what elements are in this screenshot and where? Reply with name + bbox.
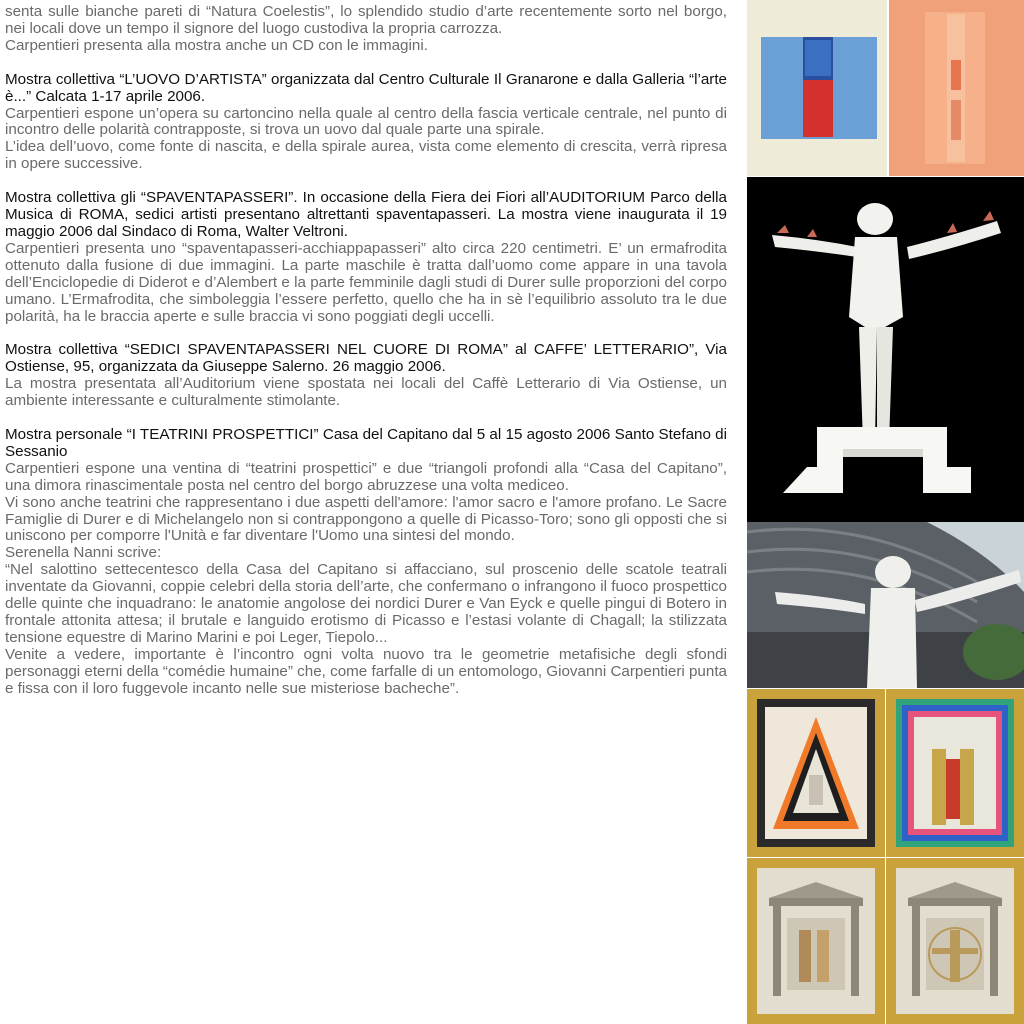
body-paragraph: Serenella Nanni scrive: xyxy=(5,544,162,562)
paragraph-gap xyxy=(5,173,727,190)
painting-orange-strip xyxy=(889,0,1024,176)
paragraph-gap xyxy=(5,55,727,72)
body-paragraph: senta sulle bianche pareti di “Natura Coelestis”, lo splendido studio d’arte recentemente sorto nel borgo, nei locali dove un tempo il signore del luogo custodiva la propria carrozza. xyxy=(5,3,727,37)
body-paragraph: L’idea dell’uovo, come fonte di nascita, e della spirale aurea, vista come elemento di crescita, verrà ripresa in opere successive. xyxy=(5,138,727,173)
scarecrow-auditorium-photo xyxy=(747,522,1024,688)
teatrino-colored-frame xyxy=(886,689,1024,857)
teatrino-triangle-frame xyxy=(747,689,885,857)
body-paragraph: Carpentieri presenta uno “spaventapasseri-acchiappapasseri” alto circa 220 centimetri. E’ un ermafrodita ottenuto dalla fusione di due immagini. La parte maschile è tratta dall’uomo come appare in una tavola dell’Enciclopedie di Diderot e d’Alembert e la parte femminile dagli studi di Durer sulle proporzioni del corpo umano. L’Ermafrodita, che simboleggia l’essere perfetto, quello che ha in sè l’equilibrio assoluto tra le due polarità, ha le braccia aperte e sulle braccia vi sono poggiati degli uccelli. xyxy=(5,239,727,325)
exhibition-heading: Mostra collettiva “SEDICI SPAVENTAPASSERI NEL CUORE DI ROMA” al CAFFE’ LETTERARIO”, Via Ostiense, 95, organizzata da Giuseppe Salerno. 26 maggio 2006. xyxy=(5,341,727,376)
image-column xyxy=(747,0,1024,1024)
painting-blue-red-egg xyxy=(747,0,887,176)
teatrino-classical-frame-right xyxy=(886,858,1024,1024)
body-paragraph: Venite a vedere, importante è l’incontro ogni volta nuovo tra le geometrie metafisiche degli sfondi personaggi eterni della “comédie humaine” che, come farfalle di un entomologo, Giovanni Carpentieri punta e fissa con il loro fuggevole incanto nelle sue misteriose bacheche”. xyxy=(5,645,727,697)
scarecrow-sculpture-image xyxy=(747,177,1024,522)
body-paragraph: Vi sono anche teatrini che rappresentano i due aspetti dell'amore: l'amor sacro e l'amore profano. Le Sacre Famiglie di Durer e di Michelangelo non si contrappongono a quelle di Picasso-Toro; sono gli opposti che si uniscono per comporre l'Unità e far diventare l'Uomo una sintesi del mondo. xyxy=(5,493,727,545)
body-paragraph: Carpentieri espone un’opera su cartoncino nella quale al centro della fascia verticale centrale, nel punto di incontro delle polarità contrapposte, si trova un uovo dal quale parte una spirale. xyxy=(5,104,727,139)
exhibition-heading: Mostra personale “I TEATRINI PROSPETTICI” Casa del Capitano dal 5 al 15 agosto 2006 Santo Stefano di Sessanio xyxy=(5,426,727,460)
teatrino-classical-frame-left xyxy=(747,858,885,1024)
body-paragraph: La mostra presentata all’Auditorium viene spostata nei locali del Caffè Letterario di Via Ostiense, un ambiente interessante e culturalmente stimolante. xyxy=(5,375,727,410)
exhibition-heading: Mostra collettiva “L’UOVO D’ARTISTA” organizzata dal Centro Culturale Il Granarone e dalla Galleria “l’arte è...” Calcata 1-17 aprile 2006. xyxy=(5,70,727,105)
paragraph-gap xyxy=(5,325,727,342)
body-paragraph: Carpentieri espone una ventina di “teatrini prospettici” e due “triangoli profondi alla “Casa del Capitano”, una dimora rinascimentale posta nel centro del borgo abruzzese una volta mediceo. xyxy=(5,459,727,494)
exhibition-heading: Mostra collettiva gli “SPAVENTAPASSERI”. In occasione della Fiera dei Fiori all’AUDITORIUM Parco della Musica di ROMA, sedici artisti presentano altrettanti spaventapasseri. La mostra viene inaugurata il 19 maggio 2006 dal Sindaco di Roma, Walter Veltroni. xyxy=(5,189,727,240)
body-paragraph: Carpentieri presenta alla mostra anche un CD con le immagini. xyxy=(5,36,428,54)
paragraph-gap xyxy=(5,410,727,427)
article-text xyxy=(5,4,727,698)
body-paragraph: “Nel salottino settecentesco della Casa del Capitano si affacciano, sul proscenio delle scatole teatrali inventate da Giovanni, coppie celebri della storia dell’arte, che confermano o infrangono il fuoco prospettico delle quinte che inquadrano: le anatomie angolose dei nordici Durer e Van Eyck e quelle pingui di Botero in frontale attonita attesa; il brutale e languido erotismo di Picasso e l’estasi volante di Chagall; la stilizzata tensione equestre di Marino Marini e poi Leger, Tiepolo... xyxy=(5,561,727,646)
